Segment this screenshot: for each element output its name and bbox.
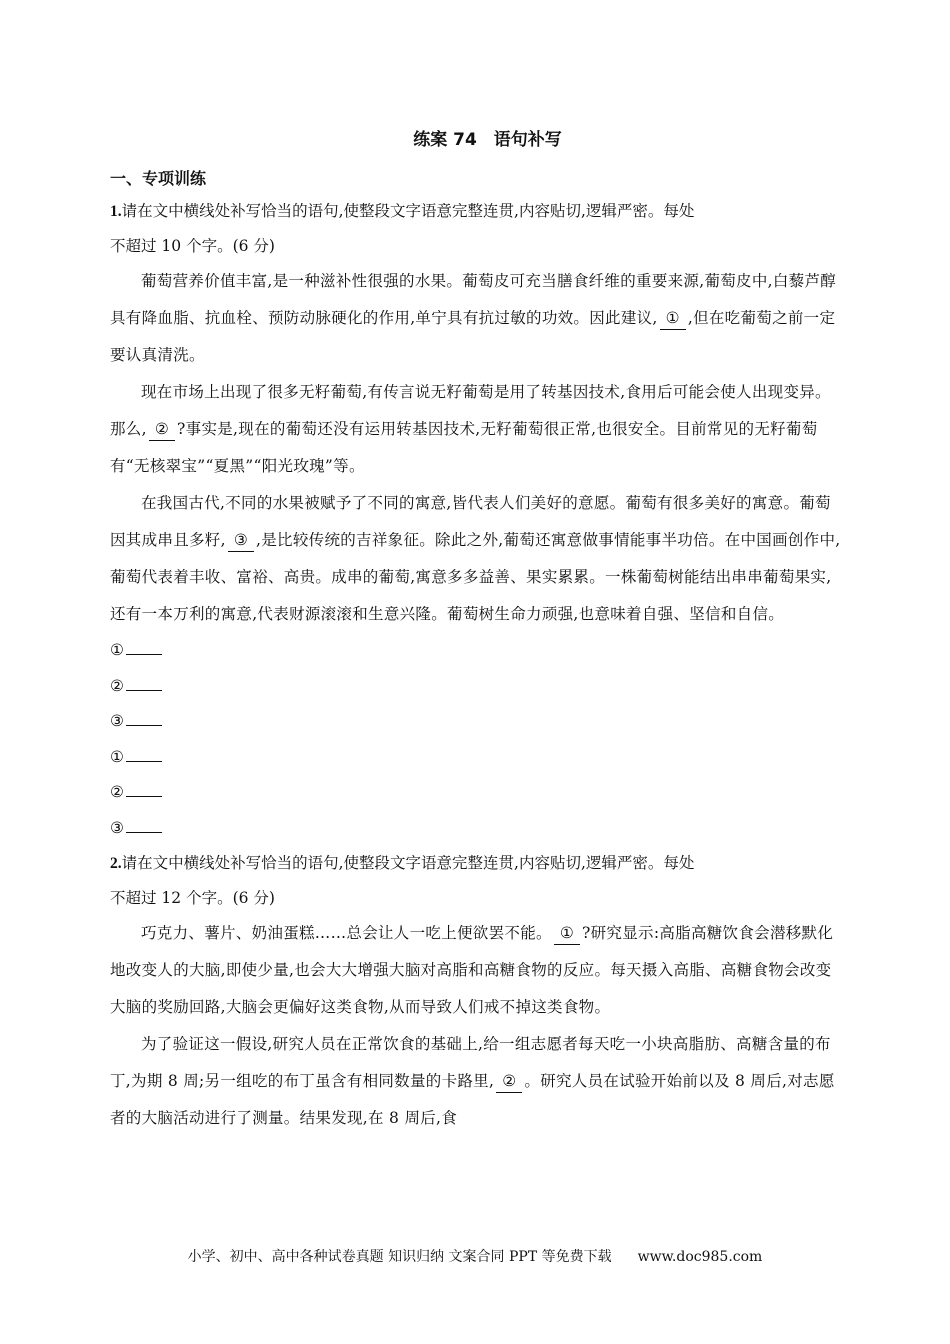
question-2-paragraph-1: 巧克力、薯片、奶油蛋糕……总会让人一吃上便欲罢不能。 ① ?研究显示:高脂高糖饮食会潜移默化地改变人的大脑,即使少量,也会大大增强大脑对高脂和高糖食物的反应。每天摄入高脂、高糖食物会改变大脑的奖励回路,大脑会更偏好这类食物,从而导致人们戒不掉这类食物。 [110,924,834,1016]
question-2-number: 2. [110,855,122,872]
answer-line[interactable]: ① [110,633,845,669]
answer-line[interactable]: ① [110,740,845,776]
question-1-prompt: 1.请在文中横线处补写恰当的语句,使整段文字语意完整连贯,内容贴切,逻辑严密。每处 不超过 10 个字。(6 分) [110,202,695,255]
question-1-number: 1. [110,203,122,220]
question-1-paragraph-2: 现在市场上出现了很多无籽葡萄,有传言说无籽葡萄是用了转基因技术,食用后可能会使人出现变异。那么, ② ?事实是,现在的葡萄还没有运用转基因技术,无籽葡萄很正常,也很安全。目前常见的无籽葡萄有“无核翠宝”“夏黑”“阳光玫瑰”等。 [110,383,831,475]
answer-lines [110,633,845,846]
question-1-paragraph-3: 在我国古代,不同的水果被赋予了不同的寓意,皆代表人们美好的意愿。葡萄有很多美好的寓意。葡萄因其成串且多籽, ③ ,是比较传统的吉祥象征。除此之外,葡萄还寓意做事情能事半功倍。在中国画创作中,葡萄代表着丰收、富裕、高贵。成串的葡萄,寓意多多益善、果实累累。一株葡萄树能结出串串葡萄果实,还有一本万利的寓意,代表财源滚滚和生意兴隆。葡萄树生命力顽强,也意味着自强、坚信和自信。 [110,494,841,623]
blank-2: ② [496,1070,522,1093]
question-2-prompt: 2.请在文中横线处补写恰当的语句,使整段文字语意完整连贯,内容贴切,逻辑严密。每处 不超过 12 个字。(6 分) [110,854,695,907]
blank-2: ② [149,418,175,441]
footer-text: 小学、初中、高中各种试卷真题 知识归纳 文案合同 PPT 等免费下载 [187,1249,612,1265]
blank-1: ① [660,307,686,330]
answer-line[interactable]: ② [110,669,845,705]
section-heading: 一、专项训练 [110,169,207,188]
answer-line[interactable]: ③ [110,811,845,847]
answer-line[interactable]: ③ [110,704,845,740]
page-footer [0,1246,950,1266]
page-title: 练案 74 语句补写 [413,130,562,150]
answer-line[interactable]: ② [110,775,845,811]
question-2 [110,846,845,1137]
footer-website[interactable]: www.doc985.com [637,1249,763,1265]
question-1 [110,194,845,846]
question-2-paragraph-2: 为了验证这一假设,研究人员在正常饮食的基础上,给一组志愿者每天吃一小块高脂肪、高糖含量的布丁,为期 8 周;另一组吃的布丁虽含有相同数量的卡路里, ② 。研究人员在试验开始前以及 8 周后,对志愿者的大脑活动进行了测量。结果发现,在 8 周后,食 [110,1035,835,1127]
question-1-paragraph-1: 葡萄营养价值丰富,是一种滋补性很强的水果。葡萄皮可充当膳食纤维的重要来源,葡萄皮中,白藜芦醇具有降血脂、抗血栓、预防动脉硬化的作用,单宁具有抗过敏的功效。因此建议, ① ,但在吃葡萄之前一定要认真清洗。 [110,272,837,364]
blank-3: ③ [228,529,254,552]
worksheet-page [110,126,845,1137]
blank-1: ① [554,922,580,945]
